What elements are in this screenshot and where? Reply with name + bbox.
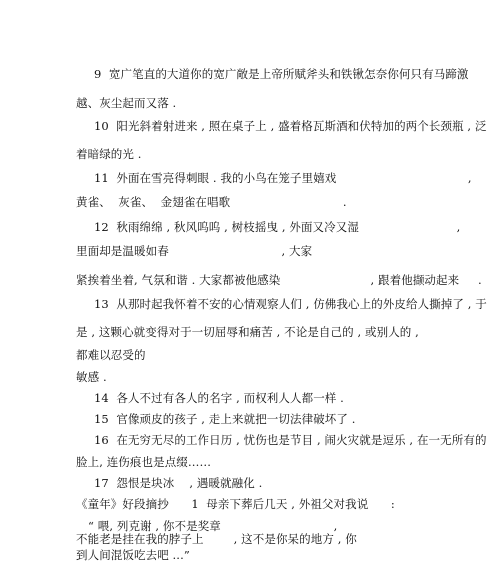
- text-line: 10 阳光斜着射进来 , 照在桌子上 , 盛着格瓦斯酒和伏特加的两个长颈瓶 , 泛: [94, 119, 487, 133]
- text-line: 越、灰尘起而又落 .: [76, 96, 177, 110]
- text-line: 里面却是温暖如春 , 大家: [76, 244, 313, 258]
- text-line: 不能老是挂在我的脖子上 , 这不是你呆的地方 , 你: [76, 532, 357, 546]
- text-line: 着暗绿的光 .: [76, 147, 142, 161]
- text-line: 都难以忍受的: [76, 348, 146, 362]
- text-line: 黄雀、 灰雀、 金翅雀在唱歌 .: [76, 195, 347, 209]
- text-line: 13 从那时起我怀着不安的心情观察人们 , 仿佛我心上的外皮给人撕掉了 , 于: [94, 297, 487, 311]
- text-line: 脸上, 连伤痕也是点缀……: [76, 455, 212, 469]
- text-line: 紧挨着坐着, 气氛和谐 . 大家都被他感染 , 跟着他撷动起来 .: [76, 273, 482, 287]
- text-line: 9 宽广笔直的大道你的宽广敞是上帝所赋斧头和铁锹怎奈你何只有马蹄激: [94, 67, 469, 81]
- text-line: 《童年》好段摘抄 1 母亲下葬后几天 , 外祖父对我说 :: [76, 497, 395, 511]
- text-line: 14 各人不过有各人的名字 , 而权利人人都一样 .: [94, 391, 344, 405]
- text-line: 敏感 .: [76, 370, 107, 384]
- text-line: 到人间混饭吃去吧 ...”: [76, 548, 190, 562]
- text-line: 11 外面在雪亮得刺眼 . 我的小鸟在笼子里嬉戏 ,: [94, 171, 472, 185]
- text-line: 16 在无穷无尽的工作日历 , 忧伤也是节目 , 闹火灾就是逗乐 , 在一无所有的: [94, 433, 487, 447]
- text-line: 12 秋雨绵绵 , 秋风呜呜 , 树枝摇曳 , 外面又冷又湿 ,: [94, 220, 461, 234]
- text-line: “ 喂, 列克谢 , 你不是奖章 ,: [88, 519, 338, 533]
- text-line: 15 官像顽皮的孩子 , 走上来就把一切法律破坏了 .: [94, 412, 356, 426]
- text-line: 17 怨恨是块冰 , 遇暖就融化 .: [94, 476, 263, 490]
- text-line: 是 , 这颗心就变得对于一切屈辱和痛苦 , 不论是自己的 , 或别人的 ,: [76, 325, 419, 339]
